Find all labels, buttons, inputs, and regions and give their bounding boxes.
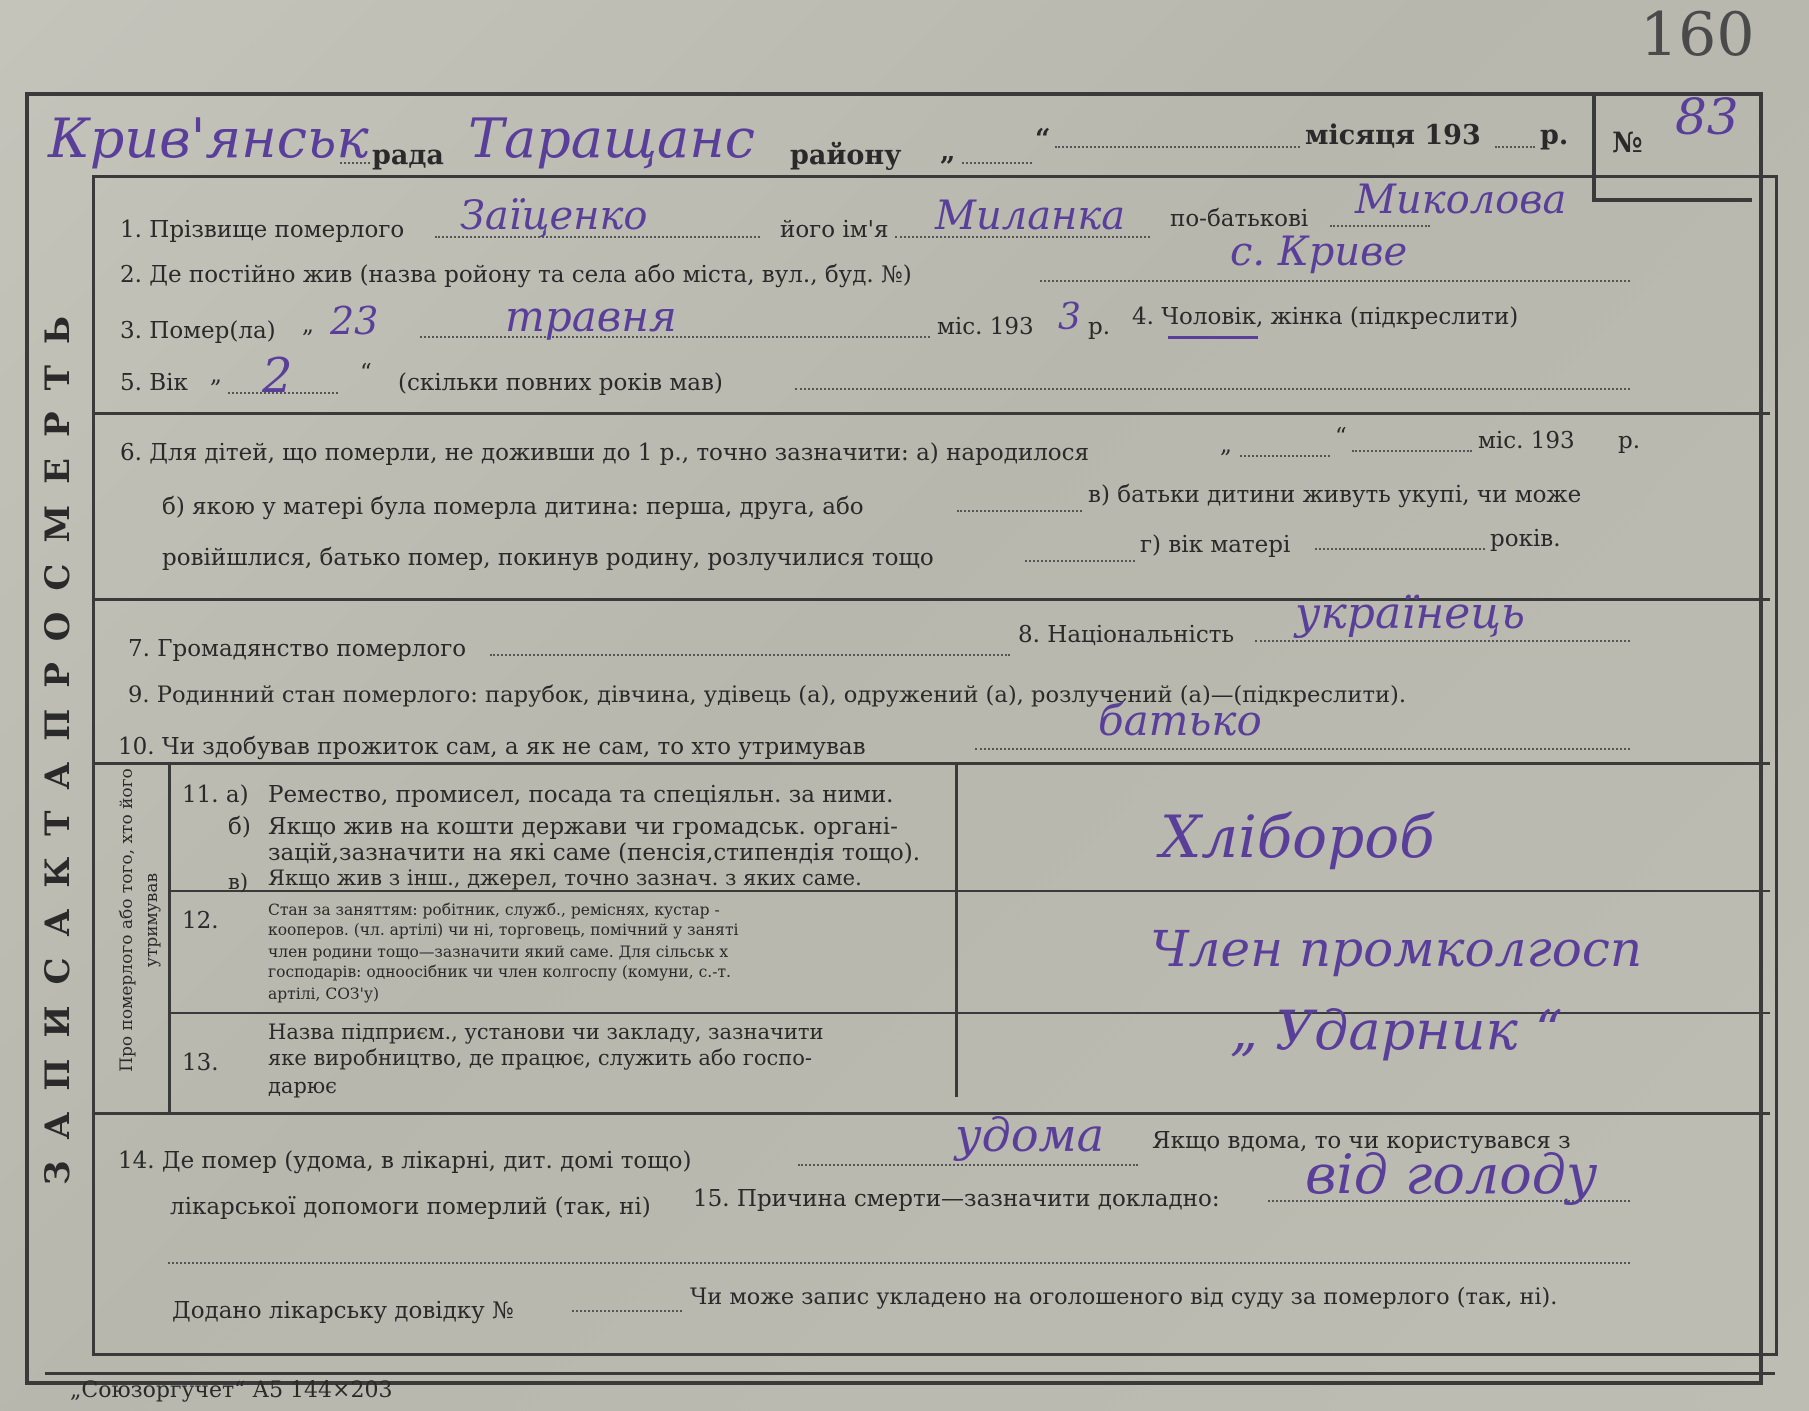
district-label: району	[790, 140, 902, 171]
item-11b-line-1: Якщо жив на кошти держави чи громадськ. органі-	[268, 814, 898, 840]
item-12-line-1: Стан за заняттям: робітник, служб., реміснях, кустар -	[268, 901, 720, 919]
header-quote-close: “	[1035, 124, 1051, 155]
item-13-line-3: дарює	[268, 1074, 337, 1098]
month-year-label: місяця 193	[1305, 120, 1481, 151]
rule-after-10	[95, 762, 1770, 765]
item-12-line-3: член родини тощо—зазначити який саме. Для сільськ х	[268, 943, 729, 961]
cause-dots-2	[168, 1262, 1630, 1264]
citizenship-dots	[490, 654, 1010, 656]
district-handwritten: Таращанс	[468, 107, 756, 170]
sex-underline	[1168, 336, 1258, 339]
item-6-line-2b: в) батьки дитини живуть укупі, чи може	[1088, 482, 1582, 508]
year-suffix: р.	[1540, 120, 1569, 151]
number-label: №	[1612, 126, 1643, 159]
item-6-line-3a: ровійшлися, батько помер, покинув родину, розлучилися тощо	[162, 545, 934, 571]
occupation-mid-divider	[955, 762, 958, 1097]
item-12-line-4: господарів: одноосібник чи член колгоспу (комуни, с.-т.	[268, 963, 731, 981]
item-11-number: 11. а)	[182, 782, 249, 808]
cause-of-death-handwritten: від голоду	[1305, 1143, 1598, 1206]
surname-handwritten: Заїценко	[460, 193, 648, 239]
item-2-label: 2. Де постійно жив (назва ройону та села або міста, вул., буд. №)	[120, 262, 912, 288]
item-4-sex-label: 4. Чоловік, жінка (підкреслити)	[1132, 304, 1519, 330]
place-of-death-dots	[798, 1164, 1138, 1166]
patronymic-dots	[1330, 225, 1430, 227]
item-15-label: 15. Причина смерти—зазначити докладно:	[693, 1186, 1220, 1212]
item-13-number: 13.	[182, 1050, 219, 1076]
item-5-quote-open: „	[210, 362, 222, 388]
item-6-quote-close: “	[1335, 424, 1347, 450]
item-12-line-5: артілі, СОЗ'у)	[268, 985, 380, 1003]
item-14-tail: Якщо вдома, то чи користувався з	[1152, 1128, 1571, 1154]
printer-mark: „Союзоргучет“ А5 144×203	[70, 1378, 393, 1403]
child-order-dots	[957, 510, 1082, 512]
council-handwritten: Крив'янськ	[48, 107, 369, 170]
death-month-handwritten: травня	[505, 292, 677, 341]
occupation-side-label: Про померлого або того, хто його утримував	[117, 768, 162, 1072]
item-7-label: 7. Громадянство померлого	[128, 636, 467, 662]
rule-after-5	[95, 412, 1770, 415]
item-6-line-1: 6. Для дітей, що померли, не доживши до 1 р., точно зазначити: а) народилося	[120, 440, 1090, 466]
item-6-year-suffix: р.	[1618, 428, 1641, 454]
footer-tail: Чи може запис укладено на оголошеного від суду за померлого (так, ні).	[690, 1284, 1558, 1310]
footer-line: Додано лікарську довідку №	[172, 1298, 514, 1324]
workplace-handwritten: „ Ударник “	[1230, 999, 1563, 1062]
certificate-number-dots	[572, 1310, 682, 1312]
item-1-name-label: його ім'я	[780, 217, 889, 243]
death-day-handwritten: 23	[330, 299, 379, 343]
residence-dots	[1040, 280, 1630, 282]
day-dots	[962, 162, 1032, 164]
age-hint-dots	[795, 388, 1630, 390]
occupation-side-divider	[168, 762, 171, 1112]
item-6-line-3b: г) вік матері	[1140, 532, 1291, 558]
item-13-line-1: Назва підприєм., установи чи закладу, зазначити	[268, 1020, 824, 1044]
item-6-year-label: міс. 193	[1478, 428, 1575, 454]
header-quote-open: „	[940, 136, 956, 167]
item-10-label: 10. Чи здобував прожиток сам, а як не сам, то хто утримував	[118, 734, 866, 760]
item-13-line-2: яке виробництво, де працює, служить або госпо-	[268, 1046, 812, 1070]
item-5-quote-close: “	[360, 360, 372, 386]
death-year-handwritten: 3	[1058, 297, 1081, 338]
nationality-dots	[1255, 640, 1630, 642]
name-handwritten: Миланка	[935, 193, 1126, 239]
mother-age-dots	[1315, 548, 1485, 550]
status-handwritten: Член промколгосп	[1150, 920, 1643, 978]
number-box-left	[1592, 92, 1596, 202]
year-dots	[1495, 146, 1535, 148]
item-11c: Якщо жив з інш., джерел, точно зазнач. з яких саме.	[268, 866, 862, 890]
month-dots	[1055, 146, 1300, 148]
item-3-label: 3. Помер(ла)	[120, 318, 276, 344]
provider-handwritten: батько	[1098, 696, 1262, 745]
record-number-handwritten: 83	[1675, 88, 1739, 146]
item-3-quote: „	[302, 312, 314, 338]
item-3-year-suffix: р.	[1088, 314, 1111, 340]
nationality-handwritten: українець	[1295, 588, 1525, 639]
item-11b-line-2: зацій,зазначити на які саме (пенсія,стипендія тощо).	[268, 840, 921, 866]
item-1-patronymic-label: по-батькові	[1170, 206, 1309, 232]
age-handwritten: 2	[262, 348, 293, 404]
page-number: 160	[1640, 0, 1755, 70]
born-day-dots	[1240, 455, 1330, 457]
item-6-line-2a: б) якою у матері була померла дитина: перша, друга, або	[162, 494, 864, 520]
provider-dots	[975, 748, 1630, 750]
council-dots	[340, 162, 370, 164]
item-12-line-2: кооперов. (чл. артілі) чи ні, торговець, помічний у заняті	[268, 921, 739, 939]
item-5-hint: (скільки повних років мав)	[398, 370, 723, 396]
item-11b-number: б)	[228, 814, 251, 840]
item-14-label: 14. Де помер (удома, в лікарні, дит. домі тощо)	[118, 1148, 692, 1174]
occupation-handwritten: Хлібороб	[1160, 803, 1435, 871]
parents-dots	[1025, 560, 1135, 562]
council-label: рада	[372, 140, 444, 171]
place-of-death-handwritten: удома	[955, 1108, 1105, 1162]
item-1-surname-label: 1. Прізвище померлого	[120, 217, 405, 243]
item-11c-number: в)	[228, 870, 249, 894]
item-12-number: 12.	[182, 908, 219, 934]
number-box-bottom	[1592, 198, 1752, 202]
born-month-dots	[1352, 450, 1472, 452]
item-6-line-3c: років.	[1490, 526, 1561, 552]
item-11a: Ремество, промисел, посада та спеціяльн. за ними.	[268, 782, 894, 808]
rule-after-13	[95, 1112, 1770, 1115]
item-8-label: 8. Національність	[1018, 622, 1235, 648]
residence-handwritten: с. Криве	[1230, 229, 1408, 275]
patronymic-handwritten: Миколова	[1355, 177, 1567, 223]
vertical-title: ЗАПИСАКТАПРОСМЕРТЬ	[38, 295, 78, 1185]
footer-rule	[45, 1372, 1775, 1375]
item-14-line-2: лікарської допомоги померлий (так, ні)	[170, 1194, 651, 1220]
item-3-year-label: міс. 193	[937, 314, 1034, 340]
item-5-label: 5. Вік	[120, 370, 188, 396]
item-9-label: 9. Родинний стан померлого: парубок, дівчина, удівець (а), одружений (а), розлучений (а)—(підкреслити).	[128, 682, 1407, 708]
item-6-quote-open: „	[1220, 432, 1232, 458]
